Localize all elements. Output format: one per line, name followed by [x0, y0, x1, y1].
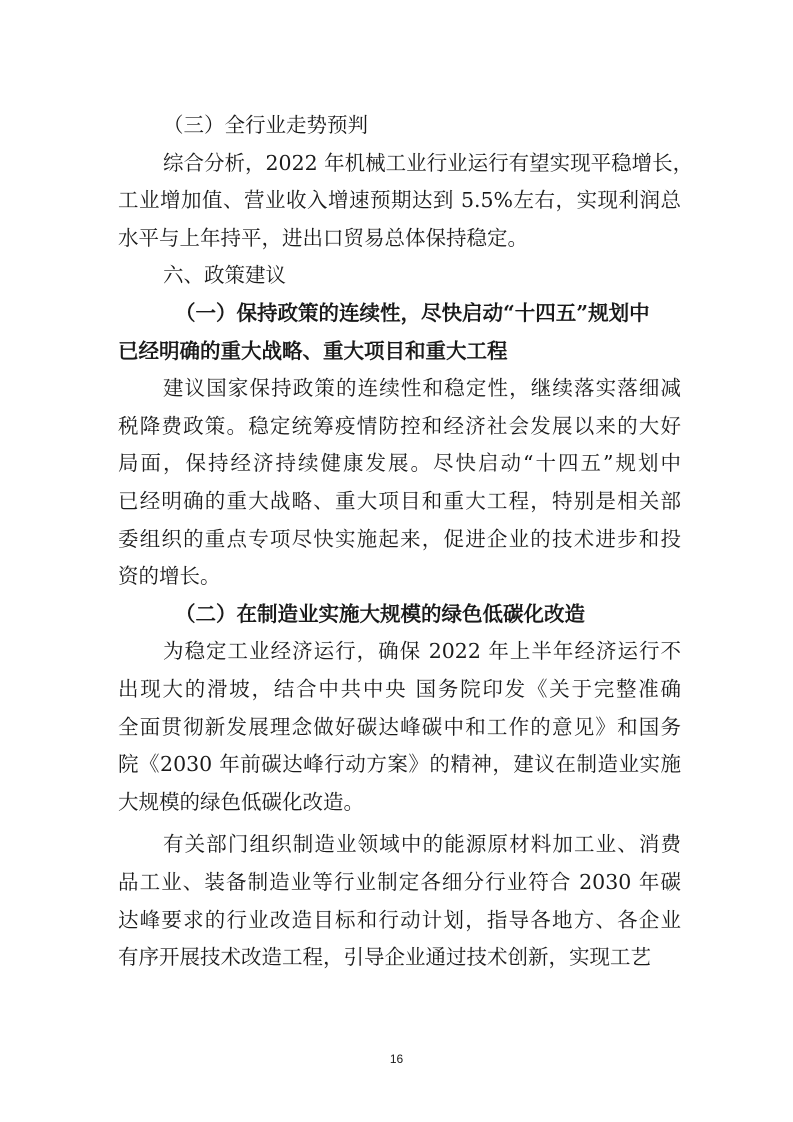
paragraph-line: 品工业、装备制造业等行业制定各细分行业符合 2030 年碳 — [118, 870, 681, 894]
paragraph-line: 水平与上年持平，进出口贸易总体保持稳定。 — [118, 225, 528, 250]
paragraph-line: 为稳定工业经济运行，确保 2022 年上半年经济运行不 — [163, 639, 681, 664]
paragraph-line: 出现大的滑坡，结合中共中央 国务院印发《关于完整准确 — [118, 677, 681, 701]
paragraph-line: 工业增加值、营业收入增速预期达到 5.5%左右，实现利润总 — [118, 188, 681, 213]
section-heading-line: （三）全行业走势预判 — [163, 113, 368, 137]
paragraph-line: 大规模的绿色低碳化改造。 — [118, 789, 364, 814]
paragraph-line: 达峰要求的行业改造目标和行动计划，指导各地方、各企业 — [118, 907, 681, 932]
section-heading-line: 已经明确的重大战略、重大项目和重大工程 — [118, 338, 508, 363]
paragraph-line: 综合分析，2022 年机械工业行业运行有望实现平稳增长， — [163, 150, 694, 175]
paragraph-line: 局面，保持经济持续健康发展。尽快启动“十四五”规划中 — [118, 451, 681, 476]
section-heading-line: 六、政策建议 — [163, 263, 286, 288]
paragraph-line: 有关部门组织制造业领域中的能源原材料加工业、消费 — [163, 832, 681, 857]
paragraph-line: 建议国家保持政策的连续性和稳定性，继续落实落细减 — [163, 376, 681, 401]
paragraph-line: 有序开展技术改造工程，引导企业通过技术创新，实现工艺 — [118, 945, 651, 970]
section-heading-line: （二）在制造业实施大规模的绿色低碳化改造 — [175, 601, 585, 626]
section-heading-line: （一）保持政策的连续性，尽快启动“十四五”规划中 — [175, 301, 650, 325]
paragraph-line: 委组织的重点专项尽快实施起来，促进企业的技术进步和投 — [118, 526, 681, 551]
paragraph-line: 资的增长。 — [118, 564, 221, 589]
paragraph-line: 院《2030 年前碳达峰行动方案》的精神，建议在制造业实施 — [118, 752, 681, 777]
paragraph-line: 全面贯彻新发展理念做好碳达峰碳中和工作的意见》和国务 — [118, 714, 681, 739]
paragraph-line: 税降费政策。稳定统筹疫情防控和经济社会发展以来的大好 — [118, 413, 681, 438]
paragraph-line: 已经明确的重大战略、重大项目和重大工程，特别是相关部 — [118, 489, 681, 513]
page-number: 16 — [389, 1052, 404, 1066]
